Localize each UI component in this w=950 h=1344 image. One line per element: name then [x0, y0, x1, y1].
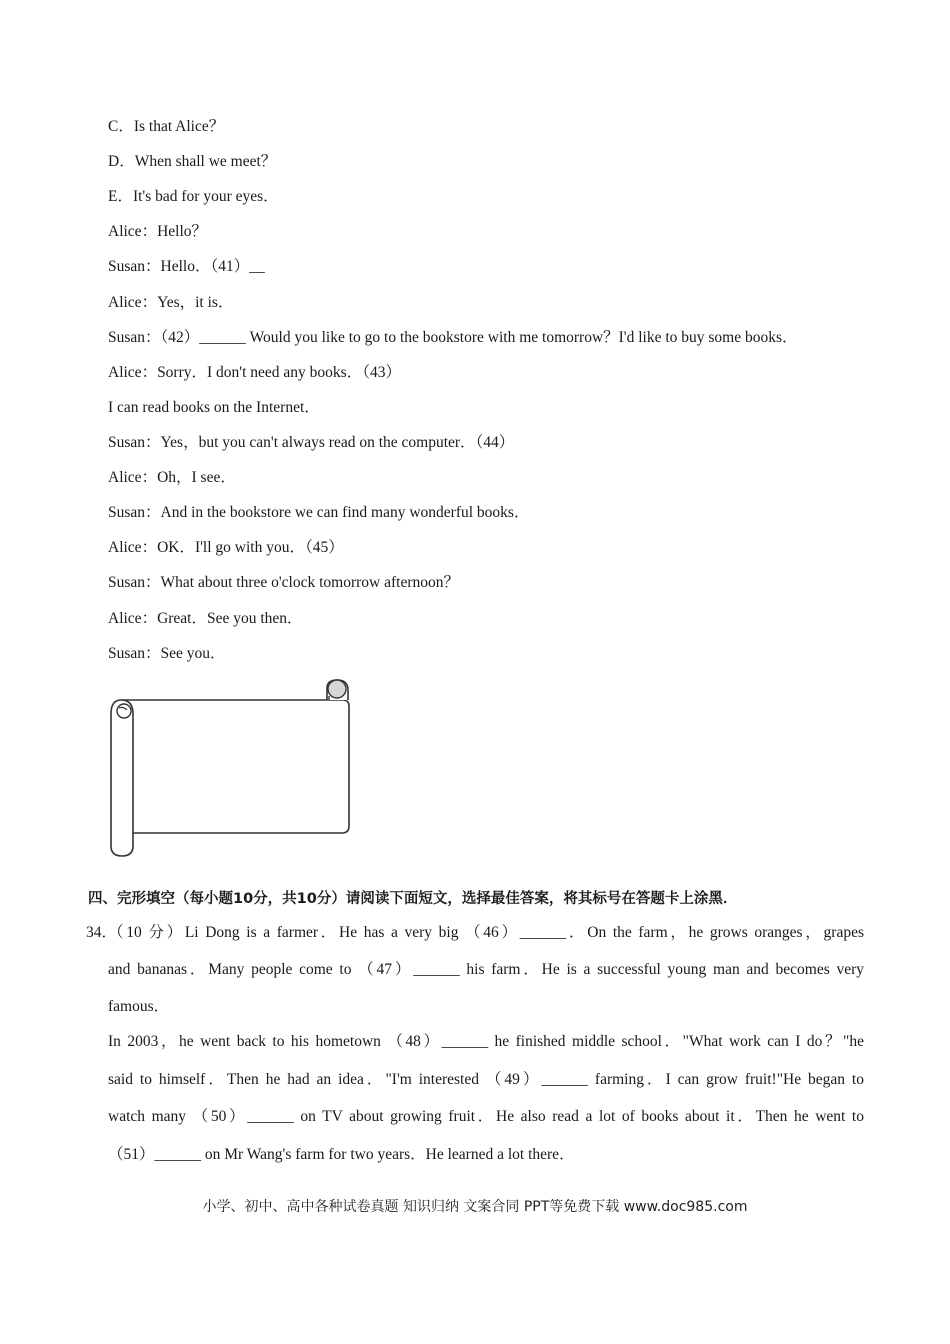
dialogue-line: Susan：And in the bookstore we can find many wonderful books． — [108, 504, 530, 521]
question-number: 34． — [86, 924, 118, 941]
passage-line: famous． — [108, 998, 170, 1015]
dialogue-line: Susan：Yes，but you can't always read on the computer．（44） — [108, 434, 515, 451]
dialogue-line: Susan：See you． — [108, 645, 226, 662]
dialogue-line: Alice：Sorry．I don't need any books．（43） — [108, 364, 401, 381]
scroll-illustration — [105, 676, 355, 861]
passage-line: said to himself．Then he had an idea．"I'm interested （49）______ farming．I can grow fruit!"He began to — [108, 1071, 864, 1088]
footer-watermark: 小学、初中、高中各种试卷真题 知识归纳 文案合同 PPT等免费下载 www.doc985.com — [202, 1199, 748, 1215]
passage-line: watch many （50）______ on TV about growing fruit．He also read a lot of books about it．Then he went to — [108, 1108, 864, 1125]
dialogue-line: Alice：Yes，it is． — [108, 294, 234, 311]
section-heading: 四、完形填空（每小题10分，共10分）请阅读下面短文，选择最佳答案，将其标号在答题卡上涂黑． — [88, 891, 738, 907]
dialogue-line: I can read books on the Internet． — [108, 399, 320, 416]
option-d: D．When shall we meet？ — [108, 153, 277, 170]
dialogue-line: Alice：Hello？ — [108, 223, 208, 240]
dialogue-line: Susan：Hello．（41）__ — [108, 258, 265, 275]
passage-line: （10 分）Li Dong is a farmer．He has a very big （46）______．On the farm，he grows oranges，grapes — [108, 924, 864, 941]
option-c: C．Is that Alice？ — [108, 118, 225, 135]
dialogue-line: Susan：What about three o'clock tomorrow afternoon？ — [108, 574, 460, 591]
dialogue-line: Susan：（42）______ Would you like to go to the bookstore with me tomorrow？I'd like to buy some books． — [108, 329, 798, 346]
passage-line: （51）______ on Mr Wang's farm for two years．He learned a lot there． — [108, 1146, 575, 1163]
dialogue-line: Alice：Oh，I see． — [108, 469, 236, 486]
option-e: E．It's bad for your eyes． — [108, 188, 279, 205]
dialogue-line: Alice：Great．See you then． — [108, 610, 303, 627]
dialogue-line: Alice：OK．I'll go with you．（45） — [108, 539, 344, 556]
passage-line: and bananas．Many people come to （47）______ his farm．He is a successful young man and becomes very — [108, 961, 864, 978]
passage-line: In 2003，he went back to his hometown （48）______ he finished middle school．"What work can I do？"he — [108, 1033, 864, 1050]
